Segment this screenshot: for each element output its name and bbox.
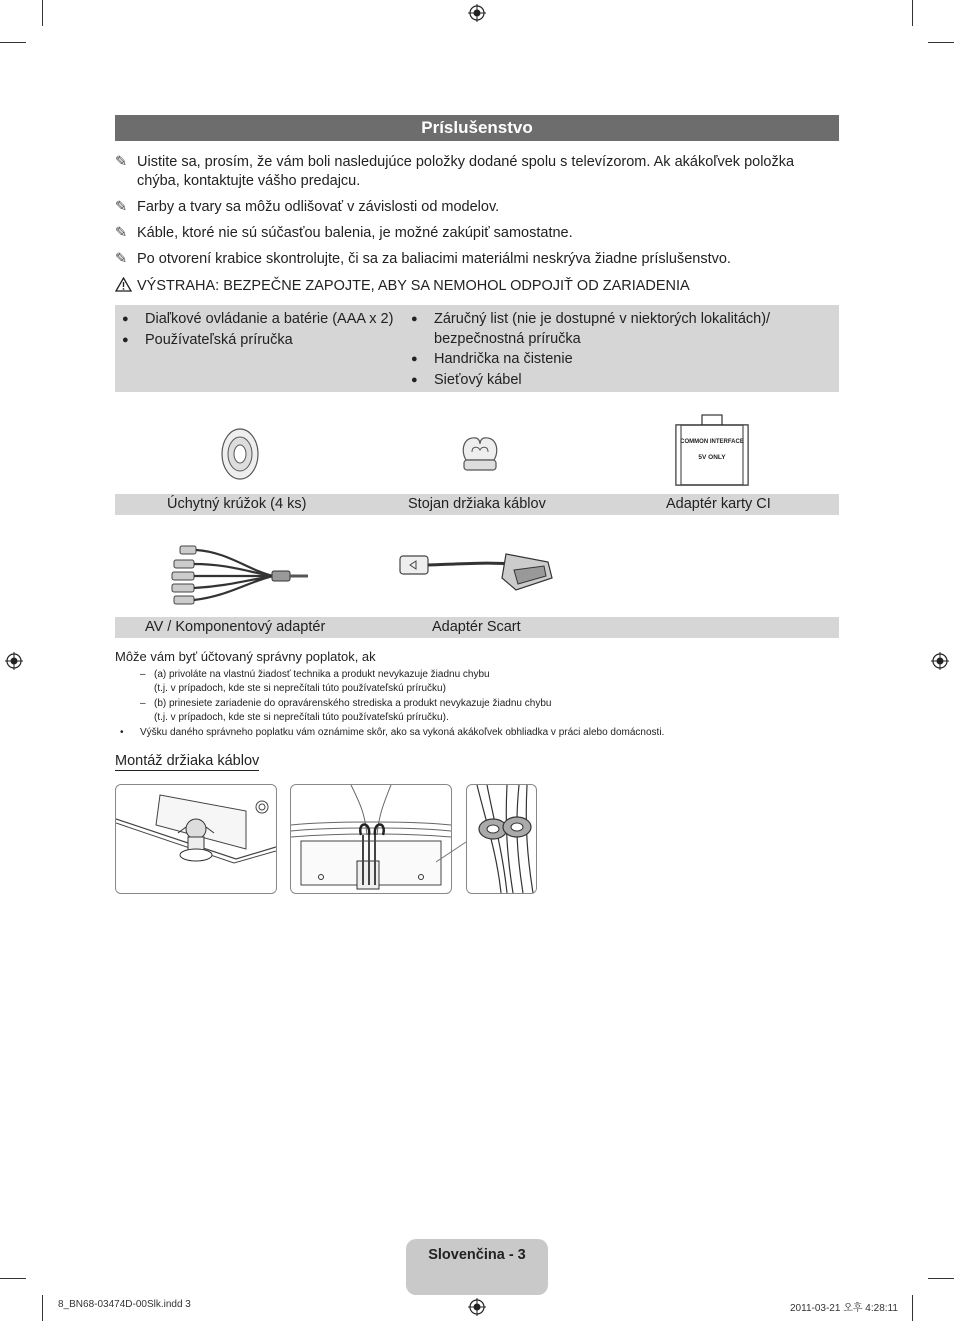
accessory-caption-bar xyxy=(115,494,839,515)
charge-line: Výšku daného správneho poplatku vám oznámime skôr, ako sa vykoná akákoľvek obhliadka v práci alebo domácnosti. xyxy=(140,727,665,738)
list-item: ● Sieťový kábel xyxy=(411,372,522,388)
charge-item xyxy=(120,726,820,740)
assembly-illustration-icon xyxy=(116,785,276,893)
pencil-note-icon: ✎ xyxy=(115,225,128,241)
note-line: Káble, ktoré nie sú súčasťou balenia, je možné zakúpiť samostatne. xyxy=(137,225,573,241)
dash-marker: – xyxy=(140,698,146,709)
warning-triangle-icon xyxy=(115,277,137,298)
list-item-text: Používateľská príručka xyxy=(145,332,293,348)
page-footer-label: Slovenčina - 3 xyxy=(406,1239,548,1295)
registration-mark-icon xyxy=(468,1298,486,1316)
section-title: Príslušenstvo xyxy=(115,115,839,141)
list-item: ● Používateľská príručka xyxy=(122,332,293,348)
pencil-note-icon: ✎ xyxy=(115,251,128,267)
list-item-text: Handrička na čistenie xyxy=(434,351,573,367)
crop-mark xyxy=(928,1278,954,1279)
crop-mark xyxy=(0,42,26,43)
dash-marker: – xyxy=(140,669,146,680)
accessory-caption-bar xyxy=(115,617,839,638)
charge-item xyxy=(140,668,754,696)
accessory-caption: Stojan držiaka káblov xyxy=(408,496,546,512)
accessory-caption: Adaptér karty CI xyxy=(666,496,771,512)
bullet-marker: • xyxy=(120,727,124,738)
print-slug-file: 8_BN68-03474D-00Slk.indd 3 xyxy=(58,1299,191,1310)
holder-ring-icon xyxy=(218,426,262,482)
assembly-photo-3 xyxy=(466,784,537,894)
note-item xyxy=(115,224,573,243)
note-item xyxy=(115,198,499,217)
callout-line xyxy=(436,840,468,864)
assembly-heading: Montáž držiaka káblov xyxy=(115,753,260,769)
charge-item xyxy=(140,697,754,725)
crop-mark xyxy=(928,42,954,43)
assembly-illustration-icon xyxy=(291,785,451,893)
charge-line: (t.j. v prípadoch, kde ste si neprečítali túto používateľskú príručku) xyxy=(154,683,446,694)
crop-mark xyxy=(0,1278,26,1279)
av-component-adapter-icon xyxy=(168,540,313,612)
note-item xyxy=(115,153,794,191)
list-item: ● Záručný list (nie je dostupné v niektorých lokalitách)/ bezpečnostná príručka xyxy=(411,311,771,347)
registration-mark-icon xyxy=(468,4,486,22)
note-line: Uistite sa, prosím, že vám boli nasledujúce položky dodané spolu s televízorom. Ak akákoľvek položka xyxy=(137,154,795,170)
print-slug-date: 2011-03-21 오후 4:28:11 xyxy=(790,1303,898,1314)
crop-mark xyxy=(912,0,913,26)
ci-card-adapter-icon xyxy=(672,413,752,489)
note-line: Farby a tvary sa môžu odlišovať v závislosti od modelov. xyxy=(137,199,500,215)
registration-mark-icon xyxy=(931,652,949,670)
list-item-text: bezpečnostná príručka xyxy=(434,331,581,347)
registration-mark-icon xyxy=(5,652,23,670)
pencil-note-icon: ✎ xyxy=(115,199,128,215)
accessory-caption: Úchytný krúžok (4 ks) xyxy=(167,496,307,512)
accessory-caption: Adaptér Scart xyxy=(432,619,521,635)
pencil-note-icon: ✎ xyxy=(115,154,128,170)
assembly-photo-1 xyxy=(115,784,277,894)
assembly-photo-2 xyxy=(290,784,452,894)
warning-text: VÝSTRAHA: BEZPEČNE ZAPOJTE, ABY SA NEMOHOL ODPOJIŤ OD ZARIADENIA xyxy=(137,278,690,294)
warning-note xyxy=(115,277,690,298)
list-item: ● Handrička na čistenie xyxy=(411,351,573,367)
ci-card-label: COMMON INTERFACE xyxy=(680,439,744,445)
crop-mark xyxy=(42,0,43,26)
note-line: Po otvorení krabice skontrolujte, či sa za baliacimi materiálmi neskrýva žiadne príslušenstvo. xyxy=(137,251,731,267)
note-item xyxy=(115,250,731,269)
charge-line: (b) prinesiete zariadenie do opravárenského strediska a produkt nevykazuje žiadnu chybu xyxy=(154,698,552,709)
list-item-text: Sieťový kábel xyxy=(434,372,522,388)
list-item: ● Diaľkové ovládanie a batérie (AAA x 2) xyxy=(122,311,394,327)
ci-card-label: 5V ONLY xyxy=(698,454,726,461)
list-item-text: Diaľkové ovládanie a batérie (AAA x 2) xyxy=(145,311,394,327)
scart-adapter-icon xyxy=(398,548,558,596)
charge-line: (a) privoláte na vlastnú žiadosť technika a produkt nevykazuje žiadnu chybu xyxy=(154,669,490,680)
note-line: chýba, kontaktujte vášho predajcu. xyxy=(137,173,361,189)
assembly-illustration-icon xyxy=(467,785,536,893)
cable-holder-stand-icon xyxy=(458,430,502,474)
charge-intro: Môže vám byť účtovaný správny poplatok, ak xyxy=(115,649,376,664)
crop-mark xyxy=(42,1295,43,1321)
crop-mark xyxy=(912,1295,913,1321)
accessory-caption: AV / Komponentový adaptér xyxy=(145,619,326,635)
charge-line: (t.j. v prípadoch, kde ste si neprečítali túto používateľskú príručku). xyxy=(154,712,449,723)
list-item-text: Záručný list (nie je dostupné v niektorých lokalitách)/ xyxy=(434,311,771,327)
